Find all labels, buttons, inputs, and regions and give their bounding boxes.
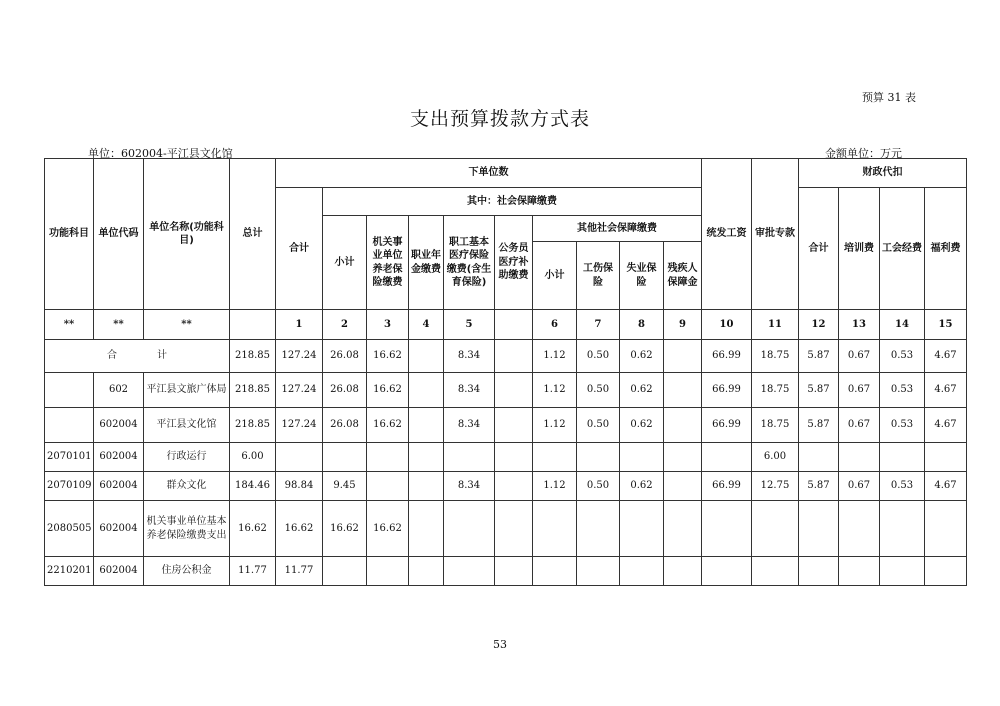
header-unemployment: 失业保险 xyxy=(620,242,664,310)
value-cell: 184.46 xyxy=(230,472,276,501)
func-subject-cell xyxy=(45,373,94,408)
value-cell: 0.53 xyxy=(880,408,925,443)
header-lower-units: 下单位数 xyxy=(276,159,702,188)
amount-unit-label: 金额单位：万元 xyxy=(825,147,902,160)
value-cell: 66.99 xyxy=(702,408,752,443)
value-cell: 98.84 xyxy=(276,472,323,501)
value-cell: 16.62 xyxy=(367,373,409,408)
value-cell xyxy=(702,501,752,557)
value-cell: 0.67 xyxy=(839,373,880,408)
header-civil-servant-medical: 公务员医疗补助缴费 xyxy=(495,216,533,310)
value-cell: 127.24 xyxy=(276,373,323,408)
value-cell: 4.67 xyxy=(925,408,967,443)
value-cell: 8.34 xyxy=(444,373,495,408)
unit-code-cell: 602004 xyxy=(94,408,144,443)
header-fiscal-deduction: 财政代扣 xyxy=(799,159,967,188)
value-cell: 0.62 xyxy=(620,472,664,501)
value-cell: 127.24 xyxy=(276,408,323,443)
value-cell: 8.34 xyxy=(444,472,495,501)
header-disabled: 残疾人保障金 xyxy=(664,242,702,310)
value-cell xyxy=(495,472,533,501)
total-row: 合 计 218.85 127.24 26.08 16.62 8.34 1.12 0.50 0.62 66.99 18.75 5.87 0.67 0.53 4.67 xyxy=(45,340,967,373)
header-func-subject: 功能科目 xyxy=(45,159,94,310)
value-cell: 0.53 xyxy=(880,472,925,501)
page-title: 支出预算拨款方式表 xyxy=(409,108,590,130)
value-cell xyxy=(880,501,925,557)
value-cell: 11.77 xyxy=(276,557,323,586)
value-cell xyxy=(620,501,664,557)
value-cell: 0.62 xyxy=(620,373,664,408)
value-cell xyxy=(444,557,495,586)
value-cell xyxy=(702,557,752,586)
value-cell: 16.62 xyxy=(367,501,409,557)
header-fiscal-total: 合计 xyxy=(799,188,839,310)
value-cell: 0.50 xyxy=(577,472,620,501)
table-row xyxy=(45,472,967,501)
value-cell xyxy=(752,501,799,557)
value-cell: 66.99 xyxy=(702,373,752,408)
value-cell: 4.67 xyxy=(925,472,967,501)
header-unit-code: 单位代码 xyxy=(94,159,144,310)
value-cell: 5.87 xyxy=(799,472,839,501)
unit-code-cell: 602004 xyxy=(94,501,144,557)
value-cell: 18.75 xyxy=(752,373,799,408)
unit-name-cell: 住房公积金 xyxy=(144,557,230,586)
value-cell xyxy=(495,373,533,408)
header-org-pension: 机关事业单位养老保险缴费 xyxy=(367,216,409,310)
header-subtotal: 小计 xyxy=(323,216,367,310)
table-number-label: 预算 31 表 xyxy=(862,91,916,104)
unit-code-cell: 602004 xyxy=(94,472,144,501)
value-cell xyxy=(702,443,752,472)
value-cell xyxy=(495,408,533,443)
value-cell: 4.67 xyxy=(925,373,967,408)
value-cell xyxy=(577,557,620,586)
value-cell: 0.62 xyxy=(620,408,664,443)
value-cell xyxy=(839,443,880,472)
value-cell xyxy=(925,501,967,557)
value-cell xyxy=(664,501,702,557)
value-cell xyxy=(577,501,620,557)
value-cell: 18.75 xyxy=(752,408,799,443)
value-cell xyxy=(664,443,702,472)
value-cell: 6.00 xyxy=(230,443,276,472)
value-cell xyxy=(577,443,620,472)
table-row xyxy=(45,557,967,586)
total-label: 合 计 xyxy=(45,340,230,373)
unit-name-cell: 平江县文旅广体局 xyxy=(144,373,230,408)
func-subject-cell: 2210201 xyxy=(45,557,94,586)
value-cell xyxy=(880,443,925,472)
unit-label: 单位：602004-平江县文化馆 xyxy=(88,147,233,160)
header-medical: 职工基本医疗保险缴费(含生育保险) xyxy=(444,216,495,310)
value-cell: 16.62 xyxy=(367,408,409,443)
value-cell: 218.85 xyxy=(230,408,276,443)
budget-table xyxy=(44,158,967,586)
value-cell: 0.50 xyxy=(577,408,620,443)
value-cell: 16.62 xyxy=(276,501,323,557)
value-cell: 5.87 xyxy=(799,373,839,408)
unit-code-cell: 602004 xyxy=(94,443,144,472)
value-cell xyxy=(409,443,444,472)
value-cell xyxy=(444,501,495,557)
value-cell xyxy=(620,443,664,472)
value-cell xyxy=(323,557,367,586)
value-cell xyxy=(664,373,702,408)
header-occupational-annuity: 职业年金缴费 xyxy=(409,216,444,310)
value-cell: 0.50 xyxy=(577,373,620,408)
table-row xyxy=(45,501,967,557)
header-union: 工会经费 xyxy=(880,188,925,310)
func-subject-cell: 2070109 xyxy=(45,472,94,501)
value-cell xyxy=(367,472,409,501)
value-cell xyxy=(925,557,967,586)
header-subtotal-all: 合计 xyxy=(276,188,323,310)
value-cell xyxy=(799,557,839,586)
value-cell: 11.77 xyxy=(230,557,276,586)
table-row xyxy=(45,408,967,443)
value-cell: 66.99 xyxy=(702,472,752,501)
value-cell: 26.08 xyxy=(323,408,367,443)
page-number: 53 xyxy=(493,638,507,651)
value-cell: 0.53 xyxy=(880,373,925,408)
func-subject-cell xyxy=(45,408,94,443)
table-row xyxy=(45,373,967,408)
value-cell xyxy=(839,557,880,586)
value-cell xyxy=(925,443,967,472)
value-cell xyxy=(409,472,444,501)
value-cell xyxy=(367,557,409,586)
value-cell xyxy=(409,557,444,586)
value-cell xyxy=(444,443,495,472)
value-cell: 16.62 xyxy=(323,501,367,557)
table-row xyxy=(45,443,967,472)
value-cell xyxy=(323,443,367,472)
value-cell xyxy=(664,557,702,586)
value-cell xyxy=(752,557,799,586)
header-of-which-social: 其中：社会保障缴费 xyxy=(323,188,702,216)
unit-code-cell: 602004 xyxy=(94,557,144,586)
unit-name-cell: 行政运行 xyxy=(144,443,230,472)
header-total: 总计 xyxy=(230,159,276,310)
unit-name-cell: 平江县文化馆 xyxy=(144,408,230,443)
value-cell: 1.12 xyxy=(533,408,577,443)
value-cell xyxy=(620,557,664,586)
value-cell: 5.87 xyxy=(799,408,839,443)
value-cell xyxy=(276,443,323,472)
header-unit-name: 单位名称(功能科目) xyxy=(144,159,230,310)
value-cell xyxy=(409,373,444,408)
value-cell: 12.75 xyxy=(752,472,799,501)
value-cell xyxy=(367,443,409,472)
value-cell: 0.67 xyxy=(839,472,880,501)
value-cell xyxy=(664,472,702,501)
header-training: 培训费 xyxy=(839,188,880,310)
value-cell xyxy=(664,408,702,443)
value-cell: 8.34 xyxy=(444,408,495,443)
header-other-subtotal: 小计 xyxy=(533,242,577,310)
value-cell: 1.12 xyxy=(533,472,577,501)
value-cell xyxy=(799,501,839,557)
header-injury: 工伤保险 xyxy=(577,242,620,310)
header-welfare: 福利费 xyxy=(925,188,967,310)
value-cell xyxy=(533,557,577,586)
value-cell xyxy=(839,501,880,557)
value-cell xyxy=(495,443,533,472)
unit-code-cell: 602 xyxy=(94,373,144,408)
value-cell xyxy=(495,557,533,586)
value-cell xyxy=(880,557,925,586)
header-other-social: 其他社会保障缴费 xyxy=(533,216,702,242)
value-cell xyxy=(799,443,839,472)
value-cell xyxy=(409,501,444,557)
value-cell: 1.12 xyxy=(533,373,577,408)
value-cell xyxy=(409,408,444,443)
value-cell: 26.08 xyxy=(323,373,367,408)
value-cell xyxy=(495,501,533,557)
value-cell: 16.62 xyxy=(230,501,276,557)
value-cell: 6.00 xyxy=(752,443,799,472)
value-cell: 0.67 xyxy=(839,408,880,443)
header-approved-special: 审批专款 xyxy=(752,159,799,310)
value-cell xyxy=(533,501,577,557)
value-cell: 9.45 xyxy=(323,472,367,501)
func-subject-cell: 2080505 xyxy=(45,501,94,557)
value-cell: 218.85 xyxy=(230,373,276,408)
unit-name-cell: 机关事业单位基本养老保险缴费支出 xyxy=(144,501,230,557)
column-number-row: ** ** ** 1 2 3 4 5 6 7 8 9 10 11 12 13 14 15 xyxy=(45,310,967,340)
unit-name-cell: 群众文化 xyxy=(144,472,230,501)
func-subject-cell: 2070101 xyxy=(45,443,94,472)
header-unified-salary: 统发工资 xyxy=(702,159,752,310)
value-cell xyxy=(533,443,577,472)
